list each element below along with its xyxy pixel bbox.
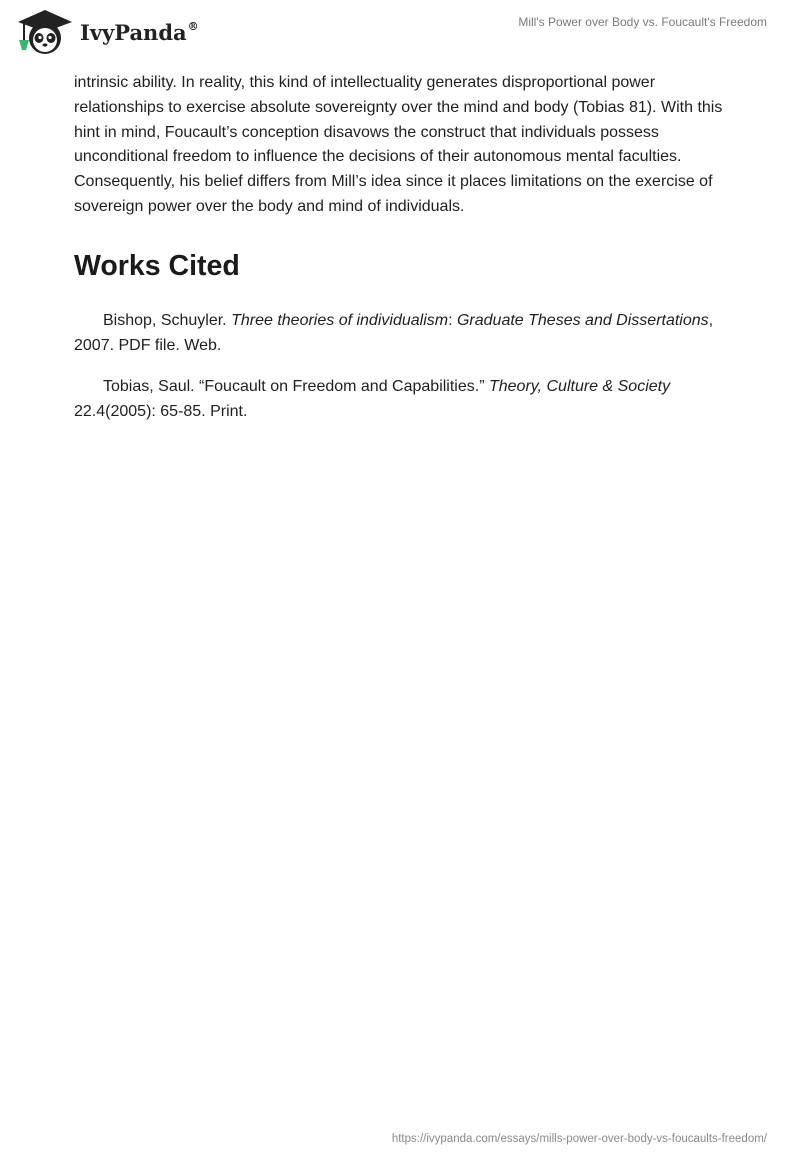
brand-name: IvyPanda® (80, 19, 199, 45)
works-cited-heading: Works Cited (74, 249, 240, 282)
citation-entry: Tobias, Saul. “Foucault on Freedom and Capabilities.” Theory, Culture & Society 22.4(2005): 65-85. Print. (74, 378, 671, 421)
source-url[interactable]: https://ivypanda.com/essays/mills-power-over-body-vs-foucaults-freedom/ (391, 1133, 767, 1145)
document-title: Mill's Power over Body vs. Foucault's Freedom (518, 15, 767, 29)
ivypanda-logo[interactable] (14, 8, 199, 56)
page-content (74, 71, 734, 425)
page-header (0, 0, 800, 62)
citation-entry: Bishop, Schuyler. Three theories of individualism: Graduate Theses and Dissertations, 2007. PDF file. Web. (74, 311, 714, 354)
body-paragraph: intrinsic ability. In reality, this kind of intellectuality generates disproportional power relationships to exercise absolute sovereignty over the mind and body (Tobias 81). With this hint in mind, Foucault’s conception disavows the construct that individuals possess unconditional freedom to influence the decisions of their autonomous mental faculties. Consequently, his belief differs from Mill’s idea since it places limitations on the exercise of sovereign power over the body and mind of individuals. (74, 74, 723, 215)
panda-graduate-icon (14, 8, 76, 56)
